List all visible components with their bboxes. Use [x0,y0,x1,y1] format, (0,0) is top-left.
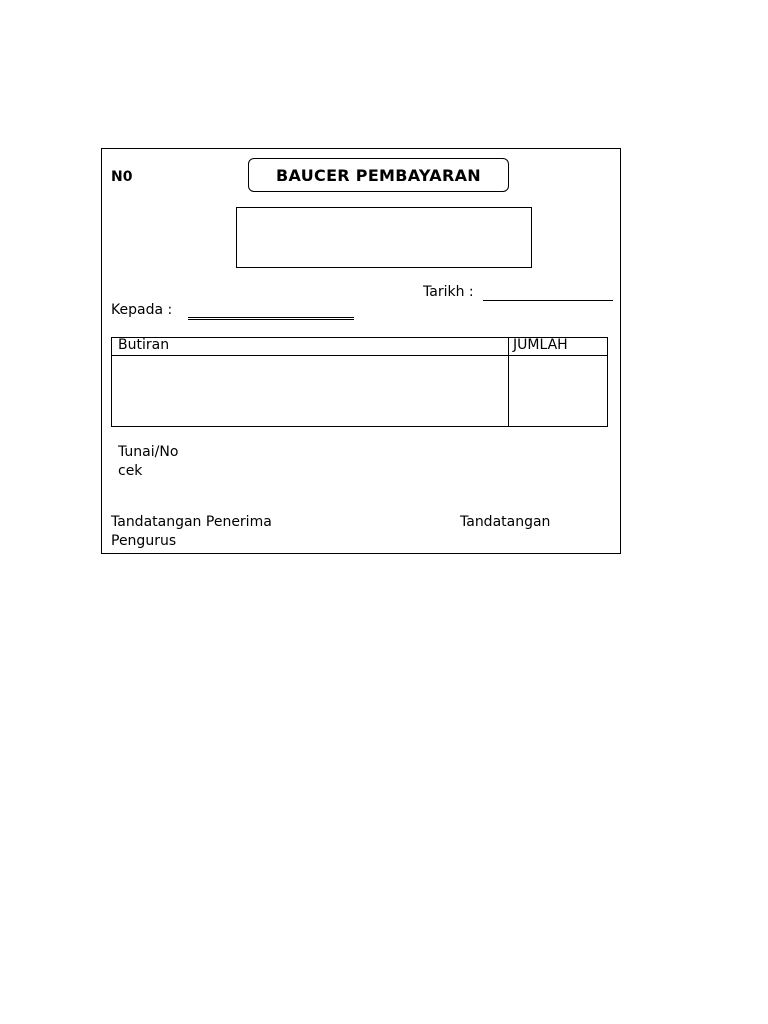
blank-entry-box [236,207,532,268]
date-label: Tarikh : [423,284,474,300]
signature-recipient-line2: Pengurus [111,533,177,549]
voucher-title [248,158,509,192]
table-header-details: Butiran [118,337,170,353]
signature-recipient-label [111,513,272,551]
payment-method-line1: Tunai/No [118,444,179,460]
recipient-fill-line [188,317,354,320]
table-column-divider [508,338,509,426]
items-table [111,337,608,427]
voucher-title-text: BAUCER PEMBAYARAN [276,165,481,185]
date-fill-line [483,300,613,301]
table-header-amount: JUMLAH [513,337,568,353]
payment-method-label [118,443,178,481]
voucher-number-label: N0 [111,169,133,185]
table-header-divider [112,355,607,356]
payment-method-line2: cek [118,463,143,479]
signature-other-label: Tandatangan [460,514,551,530]
payment-voucher [101,148,621,554]
recipient-label: Kepada : [111,302,173,318]
signature-recipient-line1: Tandatangan Penerima [111,514,272,530]
